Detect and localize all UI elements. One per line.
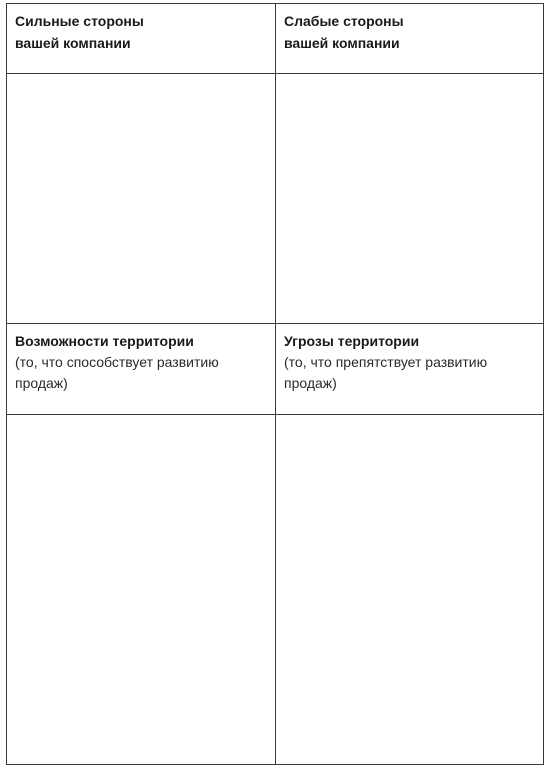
threats-note-line1: (то, что препятствует развитию [284,354,488,370]
weaknesses-entry-cell[interactable] [276,74,544,323]
threats-title: Угрозы территории [284,333,420,349]
weaknesses-title-line2: вашей компании [284,35,400,51]
weaknesses-title-line1: Слабые стороны [284,13,404,29]
threats-note-line2: продаж) [284,375,337,391]
threats-entry-cell[interactable] [276,415,544,764]
opportunities-entry-cell[interactable] [7,415,275,764]
strengths-title-line1: Сильные стороны [15,13,144,29]
strengths-header-cell [7,4,275,73]
opportunities-note-line1: (то, что способствует развитию [15,354,219,370]
opportunities-title: Возможности территории [15,333,194,349]
strengths-entry-cell[interactable] [7,74,275,323]
strengths-title-line2: вашей компании [15,35,131,51]
opportunities-header-cell [7,324,275,414]
swot-table [6,3,544,765]
opportunities-note-line2: продаж) [15,375,68,391]
threats-header-cell [276,324,544,414]
weaknesses-header-cell [276,4,544,73]
